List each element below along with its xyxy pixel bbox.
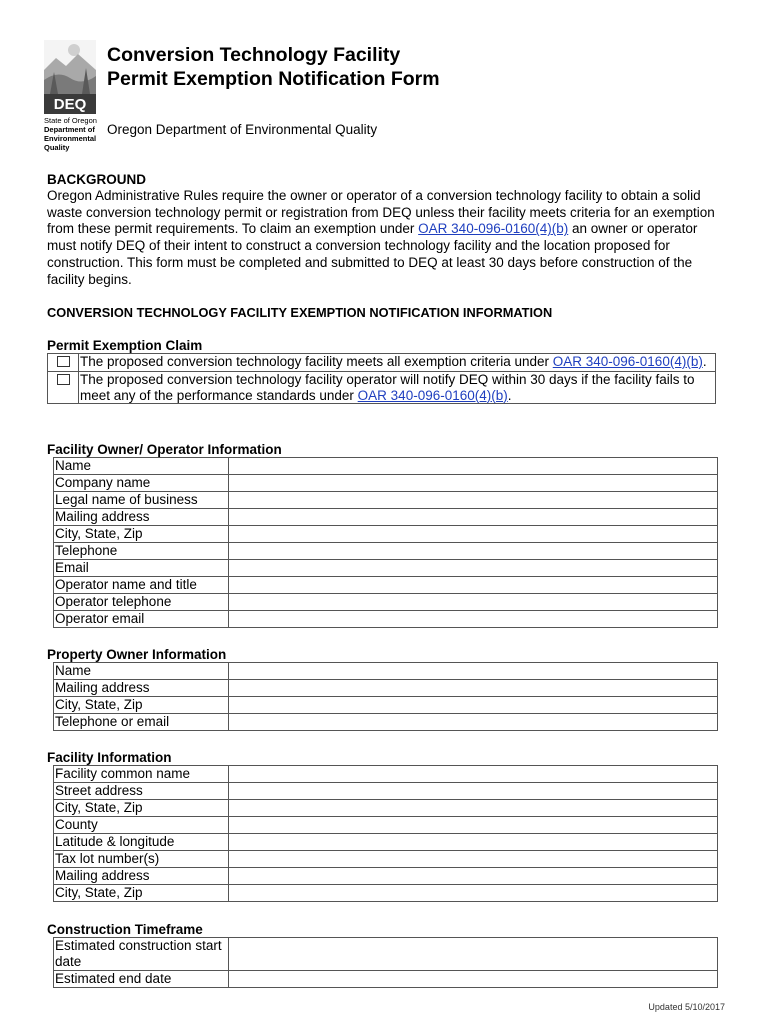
field-input[interactable] [229,526,718,543]
field-label: Operator email [54,611,229,628]
table-row [54,492,718,509]
field-input[interactable] [229,868,718,885]
table-row [54,766,718,783]
field-input[interactable] [229,800,718,817]
claim-option-1: The proposed conversion technology facility meets all exemption criteria under OAR 340-096-0160(4)(b). [48,354,716,372]
field-input[interactable] [229,577,718,594]
field-input[interactable] [229,594,718,611]
timeframe-heading: Construction Timeframe [47,922,203,937]
page-title: Conversion Technology Facility Permit Exemption Notification Form [107,44,440,90]
field-input[interactable] [229,834,718,851]
field-input[interactable] [229,680,718,697]
background-section [47,172,717,288]
table-row [54,663,718,680]
field-input[interactable] [229,611,718,628]
table-row [54,970,718,987]
owner-table [53,457,718,628]
owner-section [47,442,717,628]
field-label: Estimated construction start date [54,938,229,971]
table-row [54,817,718,834]
field-input[interactable] [229,697,718,714]
owner-heading: Facility Owner/ Operator Information [47,442,282,457]
oar-link[interactable]: OAR 340-096-0160(4)(b) [418,221,569,237]
field-label: Latitude & longitude [54,834,229,851]
table-row [54,594,718,611]
table-row [54,938,718,971]
table-row [54,800,718,817]
field-label: Company name [54,475,229,492]
field-label: Telephone or email [54,714,229,731]
field-label: City, State, Zip [54,697,229,714]
claim-checkbox-1[interactable] [57,356,70,367]
field-label: Facility common name [54,766,229,783]
agency-name: Oregon Department of Environmental Quality [107,122,378,137]
facility-heading: Facility Information [47,750,172,765]
timeframe-table [53,937,718,988]
table-row [54,458,718,475]
field-label: Mailing address [54,680,229,697]
table-row [54,697,718,714]
field-input[interactable] [229,560,718,577]
field-label: Mailing address [54,868,229,885]
deq-logo [44,40,100,152]
property-section [47,647,717,731]
field-input[interactable] [229,851,718,868]
property-heading: Property Owner Information [47,647,227,662]
info-heading: CONVERSION TECHNOLOGY FACILITY EXEMPTION NOTIFICATION INFORMATION [47,305,553,320]
field-input[interactable] [229,938,718,971]
table-row [54,680,718,697]
field-label: Tax lot number(s) [54,851,229,868]
field-label: Estimated end date [54,970,229,987]
claim-option-2: The proposed conversion technology facility operator will notify DEQ within 30 days if the facility fails to meet any of the performance standards under OAR 340-096-0160(4)(b). [48,372,716,404]
field-label: Email [54,560,229,577]
field-label: Operator name and title [54,577,229,594]
logo-agency-text: State of Oregon Department of Environmental Quality [44,116,97,152]
field-input[interactable] [229,885,718,902]
field-label: City, State, Zip [54,526,229,543]
table-row [54,577,718,594]
table-row [54,783,718,800]
table-row [54,714,718,731]
table-row [54,868,718,885]
updated-date: Updated 5/10/2017 [648,1002,725,1012]
oar-link[interactable]: OAR 340-096-0160(4)(b) [357,387,508,403]
table-row [54,885,718,902]
field-input[interactable] [229,492,718,509]
field-input[interactable] [229,458,718,475]
claim-checkbox-2[interactable] [57,374,70,385]
background-text: Oregon Administrative Rules require the owner or operator of a conversion technology facility to obtain a solid waste conversion technology permit or registration from DEQ unless their facility meets criteria for an exemption from these permit requirements. To claim an exemption under OAR 340-096-0160(4)(b) an owner or operator must notify DEQ of their intent to construct a conversion technology facility and the location proposed for construction. This form must be completed and submitted to DEQ at least 30 days before construction of the facility begins. [47,188,715,287]
timeframe-section [47,922,717,988]
field-input[interactable] [229,509,718,526]
field-input[interactable] [229,663,718,680]
claim-section [47,338,717,404]
field-label: Name [54,458,229,475]
field-input[interactable] [229,475,718,492]
table-row [54,851,718,868]
field-input[interactable] [229,783,718,800]
table-row [54,509,718,526]
field-label: County [54,817,229,834]
field-label: City, State, Zip [54,800,229,817]
table-row [54,560,718,577]
claim-table [47,353,716,404]
field-label: Street address [54,783,229,800]
field-label: City, State, Zip [54,885,229,902]
oar-link[interactable]: OAR 340-096-0160(4)(b) [552,354,703,369]
field-label: Legal name of business [54,492,229,509]
property-table [53,662,718,731]
table-row [54,543,718,560]
field-input[interactable] [229,714,718,731]
claim-heading: Permit Exemption Claim [47,338,203,353]
field-label: Telephone [54,543,229,560]
table-row [54,834,718,851]
deq-landscape-icon [44,40,96,114]
table-row [54,475,718,492]
field-input[interactable] [229,817,718,834]
background-heading: BACKGROUND [47,172,146,187]
facility-table [53,765,718,902]
field-input[interactable] [229,543,718,560]
table-row [54,611,718,628]
logo-abbr: DEQ [53,96,87,113]
field-label: Operator telephone [54,594,229,611]
facility-section [47,750,717,902]
field-input[interactable] [229,766,718,783]
field-label: Name [54,663,229,680]
table-row [54,526,718,543]
field-input[interactable] [229,970,718,987]
field-label: Mailing address [54,509,229,526]
